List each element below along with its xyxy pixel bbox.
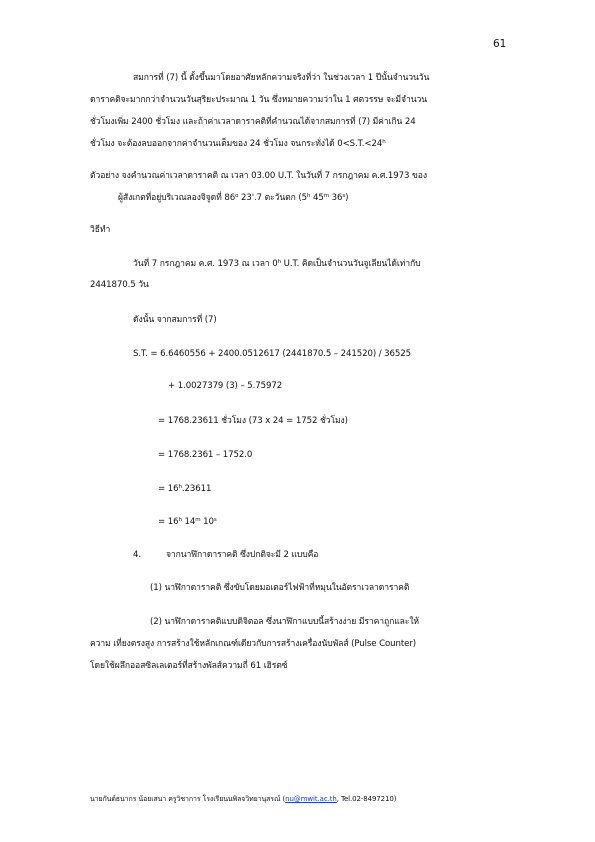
- page-footer: นายกันต์ธนากร น้อยเสนา ครูวิชาการ โรงเรียนนพิลจวิทยานุสรณ์ (nu@mwit.ac.th, Tel.02-8497210): [90, 795, 397, 803]
- calc-line: = 1768.23611 ชั่วโมง (73 x 24 = 1752 ชั่วโมง): [158, 416, 348, 426]
- paragraph-line: ชั่วโมงเพิ่ม 2400 ชั่วโมง และถ้าค่าเวลาดาราคติที่คำนวณได้จากสมการที่ (7) มีค่าเกิน 24: [90, 117, 416, 127]
- calc-line: + 1.0027379 (3) – 5.75972: [168, 381, 283, 391]
- calc-line: = $16^h$ 14$^m$ 10$^s$: [158, 517, 217, 527]
- list-item: (1) นาฬิกาดาราคติ ซึ่งขับโดยมอเตอร์ไฟฟ้าที่หมุนในอัตราเวลาดาราคติ: [150, 583, 410, 593]
- example-line: ผู้สังเกตที่อยู่บริเวณลองจิจูดที่ 86$^o$ 23'.7 ตะวันตก (5$^h$ 45$^m$ 36$^s$): [118, 193, 349, 203]
- paragraph-line: ชั่วโมง จะต้องลบออกจากค่าจำนวนเต็มของ 24 ชั่วโมง จนกระทั่งได้ $0<S.T.<24^h$: [90, 139, 386, 149]
- example-line: ตัวอย่าง จงคำนวณค่าเวลาดาราคติ ณ เวลา 03.00 U.T. ในวันที่ 7 กรกฎาคม ค.ศ.1973 ของ: [90, 171, 427, 181]
- paragraph-line: สมการที่ (7) นี้ ตั้งขึ้นมาโดยอาศัยหลักความจริงที่ว่า ในช่วงเวลา 1 ปีนั้นจำนวนวัน: [133, 73, 430, 83]
- method-heading: วิธีทำ: [90, 225, 111, 235]
- list-item-line: ความ เที่ยงตรงสูง การสร้างใช้หลักเกณฑ์เดียวกับการสร้างเครื่องนับพัลส์ (Pulse Counter): [90, 639, 417, 649]
- paragraph-line: ดาราคติจะมากกว่าจำนวนวันสุริยะประมาณ 1 วัน ซึ่งหมายความว่าใน 1 ศตวรรษ จะมีจำนวน: [90, 95, 428, 105]
- method-line: วันที่ 7 กรกฎาคม ค.ศ. 1973 ณ เวลา 0$^h$ U.T. คิดเป็นจำนวนวันจูเลียนได้เท่ากับ: [133, 259, 421, 269]
- calc-line: S.T. = 6.6460556 + 2400.0512617 (2441870.5 – 241520) / 36525: [133, 349, 411, 359]
- section-number: 4.: [133, 550, 141, 560]
- calc-line: = 1768.2361 – 1752.0: [158, 450, 253, 460]
- page-number: 61: [493, 38, 507, 50]
- method-line: 2441870.5 วัน: [90, 280, 149, 290]
- calc-line: = $16^h.23611$: [158, 484, 212, 494]
- therefore-line: ดังนั้น จากสมการที่ (7): [133, 315, 217, 325]
- section-title: จากนาฬิกาดาราคติ ซึ่งปกติจะมี 2 แบบคือ: [166, 550, 319, 560]
- list-item: (2) นาฬิกาดาราคติแบบดิจิตอล ซึ่งนาฬิกาแบบนี้สร้างง่าย มีราคาถูกและให้: [150, 617, 419, 627]
- list-item-line: โดยใช้ผลึกออสซิลเลเตอร์ที่สร้างพัลส์ความถี่ 61 เฮิรตซ์: [90, 661, 288, 671]
- email-link[interactable]: nu@mwit.ac.th: [285, 795, 337, 803]
